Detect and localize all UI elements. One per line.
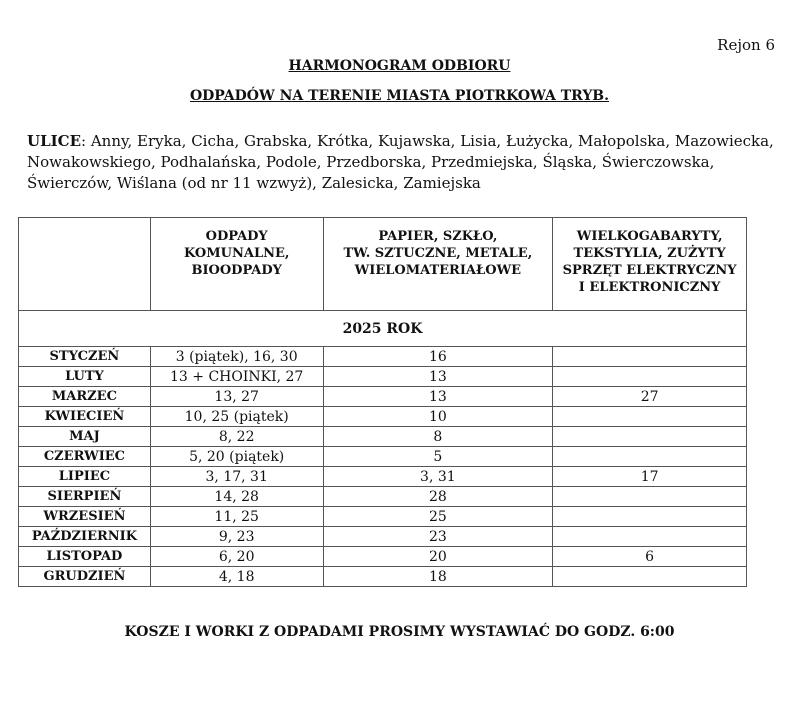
month-cell: SIERPIEŃ xyxy=(19,487,151,507)
table-row xyxy=(19,487,747,507)
streets-text: : Anny, Eryka, Cicha, Grabska, Krótka, Kujawska, Lisia, Łużycka, Małopolska, Mazowiecka, Nowakowskiego, Podhalańska, Podole, Przedborska, Przedmiejska, Śląska, Świerczowska, Świerczów, Wiślana (od nr 11 wzwyż), Zalesicka, Zamiejska xyxy=(27,132,774,192)
papier-cell: 3, 31 xyxy=(323,467,553,487)
papier-cell: 10 xyxy=(323,407,553,427)
papier-cell: 8 xyxy=(323,427,553,447)
table-row xyxy=(19,467,747,487)
year-row xyxy=(19,311,747,347)
month-cell: MAJ xyxy=(19,427,151,447)
wielkogabaryty-cell xyxy=(553,527,747,547)
footer-note: KOSZE I WORKI Z ODPADAMI PROSIMY WYSTAWIAĆ DO GODZ. 6:00 xyxy=(124,624,675,640)
month-cell: CZERWIEC xyxy=(19,447,151,467)
month-cell: MARZEC xyxy=(19,387,151,407)
schedule-subtitle: ODPADÓW NA TERENIE MIASTA PIOTRKOWA TRYB. xyxy=(189,88,610,104)
header-papier: PAPIER, SZKŁO, TW. SZTUCZNE, METALE, WIELOMATERIAŁOWE xyxy=(323,218,553,311)
table-row xyxy=(19,547,747,567)
papier-cell: 5 xyxy=(323,447,553,467)
month-cell: KWIECIEŃ xyxy=(19,407,151,427)
table-row xyxy=(19,447,747,467)
header-wielkogabaryty: WIELKOGABARYTY, TEKSTYLIA, ZUŻYTY SPRZĘT ELEKTRYCZNY I ELEKTRONICZNY xyxy=(553,218,747,311)
komunalne-cell: 14, 28 xyxy=(150,487,323,507)
komunalne-cell: 9, 23 xyxy=(150,527,323,547)
year-label: 2025 ROK xyxy=(19,311,747,347)
collection-schedule-table xyxy=(18,217,747,587)
papier-cell: 28 xyxy=(323,487,553,507)
month-cell: LISTOPAD xyxy=(19,547,151,567)
wielkogabaryty-cell: 17 xyxy=(553,467,747,487)
schedule-title: HARMONOGRAM ODBIORU xyxy=(288,58,511,74)
papier-cell: 25 xyxy=(323,507,553,527)
streets-label: ULICE xyxy=(27,132,82,150)
month-cell: WRZESIEŃ xyxy=(19,507,151,527)
wielkogabaryty-cell xyxy=(553,407,747,427)
papier-cell: 23 xyxy=(323,527,553,547)
wielkogabaryty-cell: 27 xyxy=(553,387,747,407)
table-row xyxy=(19,507,747,527)
komunalne-cell: 13, 27 xyxy=(150,387,323,407)
komunalne-cell: 8, 22 xyxy=(150,427,323,447)
papier-cell: 13 xyxy=(323,367,553,387)
table-row xyxy=(19,527,747,547)
papier-cell: 13 xyxy=(323,387,553,407)
komunalne-cell: 13 + CHOINKI, 27 xyxy=(150,367,323,387)
papier-cell: 16 xyxy=(323,347,553,367)
wielkogabaryty-cell: 6 xyxy=(553,547,747,567)
table-header-row xyxy=(19,218,747,311)
wielkogabaryty-cell xyxy=(553,487,747,507)
wielkogabaryty-cell xyxy=(553,567,747,587)
wielkogabaryty-cell xyxy=(553,447,747,467)
month-cell: GRUDZIEŃ xyxy=(19,567,151,587)
month-cell: LIPIEC xyxy=(19,467,151,487)
komunalne-cell: 5, 20 (piątek) xyxy=(150,447,323,467)
month-cell: LUTY xyxy=(19,367,151,387)
komunalne-cell: 11, 25 xyxy=(150,507,323,527)
komunalne-cell: 6, 20 xyxy=(150,547,323,567)
papier-cell: 18 xyxy=(323,567,553,587)
komunalne-cell: 3 (piątek), 16, 30 xyxy=(150,347,323,367)
komunalne-cell: 3, 17, 31 xyxy=(150,467,323,487)
region-label: Rejon 6 xyxy=(717,36,775,54)
table-row xyxy=(19,387,747,407)
wielkogabaryty-cell xyxy=(553,427,747,447)
wielkogabaryty-cell xyxy=(553,367,747,387)
papier-cell: 20 xyxy=(323,547,553,567)
table-row xyxy=(19,427,747,447)
table-row xyxy=(19,347,747,367)
month-cell: STYCZEŃ xyxy=(19,347,151,367)
komunalne-cell: 10, 25 (piątek) xyxy=(150,407,323,427)
wielkogabaryty-cell xyxy=(553,347,747,367)
wielkogabaryty-cell xyxy=(553,507,747,527)
table-row xyxy=(19,367,747,387)
table-row xyxy=(19,407,747,427)
streets-list xyxy=(27,131,775,194)
header-month xyxy=(19,218,151,311)
komunalne-cell: 4, 18 xyxy=(150,567,323,587)
header-komunalne: ODPADY KOMUNALNE, BIOODPADY xyxy=(150,218,323,311)
month-cell: PAŹDZIERNIK xyxy=(19,527,151,547)
table-row xyxy=(19,567,747,587)
